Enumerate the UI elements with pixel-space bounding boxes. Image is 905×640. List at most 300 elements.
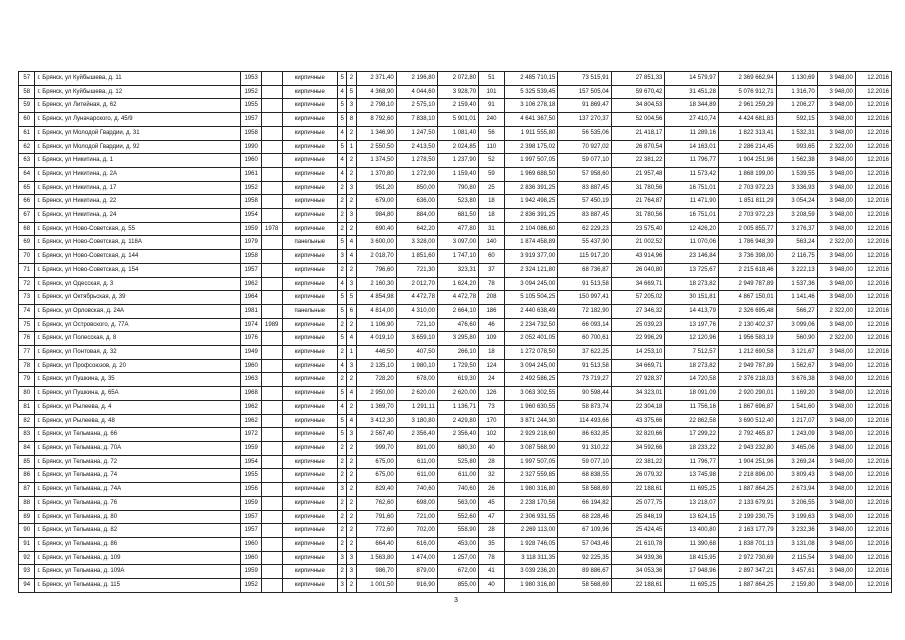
cell-total-cost: 2 492 586,25 — [504, 373, 558, 387]
cell-wall-material: кирпичные — [282, 126, 338, 140]
cell-residents: 126 — [479, 387, 505, 401]
table-row — [19, 277, 892, 291]
cell-wall-material: кирпичные — [282, 154, 338, 168]
cell-residential-area: 619,30 — [437, 373, 478, 387]
cell-floors: 2 — [338, 318, 347, 332]
cell-year-reconstructed — [261, 579, 282, 593]
cell-year-reconstructed — [261, 537, 282, 551]
cell-living-area: 916,90 — [396, 579, 437, 593]
cell-total-area: 664,40 — [356, 537, 396, 551]
cell-year-built: 1960 — [241, 359, 262, 373]
cell-living-area: 611,00 — [396, 455, 437, 469]
cell-residential-area: 4 472,78 — [437, 291, 478, 305]
cell-cost-part-4: 5 076 912,71 — [718, 85, 776, 99]
cell-cost-part-3: 13 197,76 — [665, 318, 719, 332]
cell-planned-date: 12.2016 — [855, 250, 891, 264]
cell-cost-per-sqm: 560,90 — [776, 332, 817, 346]
cell-year-built: 1958 — [241, 126, 262, 140]
cell-planned-date: 12.2016 — [855, 483, 891, 497]
cell-living-area: 407,50 — [396, 346, 437, 360]
cell-residents: 41 — [479, 565, 505, 579]
cell-cost-part-2: 21 764,87 — [611, 195, 665, 209]
cell-cost-part-1: 137 270,37 — [558, 113, 612, 127]
cell-entrances: 2 — [347, 318, 356, 332]
cell-cost-per-sqm: 1 217,07 — [776, 414, 817, 428]
cell-living-area: 721,00 — [396, 510, 437, 524]
cell-cost-per-sqm: 1 130,69 — [776, 72, 817, 86]
cell-cost-part-2: 27 346,32 — [611, 304, 665, 318]
cell-cost-part-4: 1 904 251,96 — [718, 455, 776, 469]
cell-residents: 28 — [479, 524, 505, 538]
cell-total-cost: 4 641 367,50 — [504, 113, 558, 127]
cell-cost-part-1: 91 513,58 — [558, 277, 612, 291]
cell-cost-per-sqm: 2 673,94 — [776, 483, 817, 497]
cell-year-built: 1961 — [241, 167, 262, 181]
cell-max-cost-per-sqm: 3 948,00 — [817, 167, 855, 181]
cell-cost-part-4: 1 868 199,00 — [718, 167, 776, 181]
cell-row-number: 62 — [19, 140, 35, 154]
cell-residents: 45 — [479, 496, 505, 510]
cell-cost-part-1: 150 997,41 — [558, 291, 612, 305]
cell-cost-part-2: 34 053,36 — [611, 565, 665, 579]
cell-planned-date: 12.2016 — [855, 400, 891, 414]
table-row — [19, 85, 892, 99]
cell-cost-per-sqm: 1 541,60 — [776, 400, 817, 414]
cell-max-cost-per-sqm: 3 948,00 — [817, 483, 855, 497]
cell-total-cost: 2 836 391,25 — [504, 181, 558, 195]
cell-cost-part-1: 89 886,67 — [558, 565, 612, 579]
cell-cost-part-3: 16 751,01 — [665, 209, 719, 223]
cell-residential-area: 552,60 — [437, 510, 478, 524]
cell-residents: 47 — [479, 510, 505, 524]
cell-cost-part-4: 2 376 218,03 — [718, 373, 776, 387]
cell-address: г. Брянск, ул Литейная, д. 62 — [35, 99, 241, 113]
cell-residents: 170 — [479, 414, 505, 428]
cell-residents: 28 — [479, 455, 505, 469]
cell-address: г. Брянск, ул Островского, д. 77А — [35, 318, 241, 332]
cell-wall-material: кирпичные — [282, 167, 338, 181]
cell-total-cost: 1 911 555,80 — [504, 126, 558, 140]
cell-address: г. Брянск, ул Тельмана, д. 70А — [35, 441, 241, 455]
cell-residents: 110 — [479, 140, 505, 154]
cell-residential-area: 5 901,01 — [437, 113, 478, 127]
cell-residential-area: 2 159,40 — [437, 99, 478, 113]
cell-row-number: 87 — [19, 483, 35, 497]
cell-floors: 5 — [338, 428, 347, 442]
cell-residential-area: 563,00 — [437, 496, 478, 510]
table-row — [19, 510, 892, 524]
cell-living-area: 3 659,10 — [396, 332, 437, 346]
table-row — [19, 195, 892, 209]
cell-planned-date: 12.2016 — [855, 113, 891, 127]
cell-living-area: 3 328,00 — [396, 236, 437, 250]
table-row — [19, 291, 892, 305]
cell-max-cost-per-sqm: 3 948,00 — [817, 72, 855, 86]
cell-cost-part-2: 22 188,61 — [611, 579, 665, 593]
cell-cost-part-1: 91 310,22 — [558, 441, 612, 455]
cell-cost-part-3: 11 289,16 — [665, 126, 719, 140]
cell-wall-material: кирпичные — [282, 414, 338, 428]
cell-cost-part-4: 2 972 730,69 — [718, 551, 776, 565]
cell-planned-date: 12.2016 — [855, 263, 891, 277]
table-row — [19, 373, 892, 387]
cell-residential-area: 453,00 — [437, 537, 478, 551]
cell-cost-part-1: 115 917,20 — [558, 250, 612, 264]
cell-planned-date: 12.2016 — [855, 359, 891, 373]
cell-floors: 4 — [338, 167, 347, 181]
cell-row-number: 88 — [19, 496, 35, 510]
cell-max-cost-per-sqm: 3 948,00 — [817, 537, 855, 551]
cell-max-cost-per-sqm: 2 322,00 — [817, 236, 855, 250]
cell-row-number: 94 — [19, 579, 35, 593]
cell-cost-part-1: 73 515,91 — [558, 72, 612, 86]
cell-entrances: 2 — [347, 455, 356, 469]
cell-total-area: 1 106,90 — [356, 318, 396, 332]
cell-planned-date: 12.2016 — [855, 99, 891, 113]
cell-entrances: 2 — [347, 263, 356, 277]
cell-residents: 35 — [479, 537, 505, 551]
cell-cost-per-sqm: 3 054,24 — [776, 195, 817, 209]
cell-row-number: 60 — [19, 113, 35, 127]
cell-year-built: 1972 — [241, 428, 262, 442]
cell-floors: 5 — [338, 236, 347, 250]
cell-entrances: 3 — [347, 99, 356, 113]
cell-planned-date: 12.2016 — [855, 414, 891, 428]
cell-total-cost: 3 919 377,00 — [504, 250, 558, 264]
cell-cost-per-sqm: 3 206,55 — [776, 496, 817, 510]
cell-floors: 5 — [338, 113, 347, 127]
cell-cost-part-1: 59 077,10 — [558, 455, 612, 469]
cell-year-reconstructed — [261, 332, 282, 346]
cell-residents: 91 — [479, 99, 505, 113]
cell-max-cost-per-sqm: 3 948,00 — [817, 373, 855, 387]
cell-residential-area: 477,80 — [437, 222, 478, 236]
cell-cost-part-3: 14 163,01 — [665, 140, 719, 154]
cell-residents: 18 — [479, 195, 505, 209]
cell-row-number: 57 — [19, 72, 35, 86]
cell-residents: 102 — [479, 428, 505, 442]
cell-cost-part-4: 2 943 232,80 — [718, 441, 776, 455]
cell-wall-material: кирпичные — [282, 483, 338, 497]
table-row — [19, 579, 892, 593]
cell-cost-part-4: 2 920 290,01 — [718, 387, 776, 401]
cell-year-built: 1958 — [241, 250, 262, 264]
cell-living-area: 2 575,10 — [396, 99, 437, 113]
cell-row-number: 76 — [19, 332, 35, 346]
cell-cost-part-2: 34 669,71 — [611, 277, 665, 291]
cell-max-cost-per-sqm: 3 948,00 — [817, 551, 855, 565]
cell-cost-per-sqm: 1 206,27 — [776, 99, 817, 113]
cell-wall-material: кирпичные — [282, 400, 338, 414]
cell-wall-material: кирпичные — [282, 537, 338, 551]
cell-year-built: 1952 — [241, 85, 262, 99]
cell-entrances: 3 — [347, 428, 356, 442]
cell-total-cost: 2 269 113,00 — [504, 524, 558, 538]
cell-residents: 78 — [479, 277, 505, 291]
cell-cost-part-2: 26 870,54 — [611, 140, 665, 154]
cell-residents: 31 — [479, 222, 505, 236]
cell-cost-part-2: 43 914,96 — [611, 250, 665, 264]
cell-wall-material: панельные — [282, 236, 338, 250]
table-row — [19, 99, 892, 113]
cell-row-number: 66 — [19, 195, 35, 209]
cell-entrances: 2 — [347, 222, 356, 236]
cell-row-number: 81 — [19, 400, 35, 414]
cell-total-area: 1 370,80 — [356, 167, 396, 181]
cell-cost-part-1: 67 109,96 — [558, 524, 612, 538]
cell-entrances: 4 — [347, 414, 356, 428]
cell-year-reconstructed — [261, 195, 282, 209]
cell-entrances: 2 — [347, 126, 356, 140]
cell-living-area: 2 196,80 — [396, 72, 437, 86]
cell-cost-part-4: 2 792 465,87 — [718, 428, 776, 442]
cell-residential-area: 740,60 — [437, 483, 478, 497]
cell-cost-part-2: 57 205,02 — [611, 291, 665, 305]
cell-floors: 2 — [338, 263, 347, 277]
cell-total-cost: 3 094 245,00 — [504, 359, 558, 373]
cell-year-built: 1962 — [241, 400, 262, 414]
cell-cost-part-1: 58 873,74 — [558, 400, 612, 414]
cell-max-cost-per-sqm: 3 948,00 — [817, 291, 855, 305]
cell-floors: 4 — [338, 400, 347, 414]
cell-cost-part-1: 72 182,90 — [558, 304, 612, 318]
cell-row-number: 61 — [19, 126, 35, 140]
cell-address: г. Брянск, ул Тельмана, д. 74А — [35, 483, 241, 497]
cell-floors: 2 — [338, 524, 347, 538]
cell-address: г. Брянск, ул Куйбышева, д. 12 — [35, 85, 241, 99]
cell-floors: 2 — [338, 496, 347, 510]
cell-cost-part-2: 27 928,37 — [611, 373, 665, 387]
table-row — [19, 469, 892, 483]
cell-cost-part-4: 1 212 690,58 — [718, 346, 776, 360]
cell-cost-part-2: 22 304,18 — [611, 400, 665, 414]
cell-cost-part-3: 18 273,82 — [665, 359, 719, 373]
cell-floors: 2 — [338, 209, 347, 223]
cell-entrances: 3 — [347, 565, 356, 579]
table-row — [19, 154, 892, 168]
cell-cost-part-2: 26 079,32 — [611, 469, 665, 483]
cell-row-number: 80 — [19, 387, 35, 401]
cell-cost-part-3: 31 451,28 — [665, 85, 719, 99]
cell-address: г. Брянск, ул Молодой Гвардии, д. 92 — [35, 140, 241, 154]
cell-year-reconstructed — [261, 551, 282, 565]
cell-year-reconstructed — [261, 277, 282, 291]
cell-cost-part-1: 66 194,82 — [558, 496, 612, 510]
cell-year-built: 1960 — [241, 154, 262, 168]
cell-total-cost: 3 094 245,00 — [504, 277, 558, 291]
cell-residential-area: 3 097,00 — [437, 236, 478, 250]
cell-total-area: 1 374,50 — [356, 154, 396, 168]
cell-cost-part-2: 59 670,42 — [611, 85, 665, 99]
cell-year-reconstructed — [261, 387, 282, 401]
cell-floors: 2 — [338, 455, 347, 469]
table-row — [19, 263, 892, 277]
cell-living-area: 2 012,70 — [396, 277, 437, 291]
cell-residential-area: 1 729,50 — [437, 359, 478, 373]
cell-residents: 25 — [479, 181, 505, 195]
cell-residents: 24 — [479, 373, 505, 387]
cell-wall-material: кирпичные — [282, 85, 338, 99]
cell-cost-per-sqm: 1 169,20 — [776, 387, 817, 401]
cell-year-reconstructed — [261, 113, 282, 127]
cell-cost-part-1: 58 568,69 — [558, 483, 612, 497]
cell-cost-part-4: 2 215 618,46 — [718, 263, 776, 277]
cell-year-reconstructed — [261, 400, 282, 414]
cell-address: г. Брянск, ул Понтовая, д. 32 — [35, 346, 241, 360]
cell-address: г. Брянск, ул Тельмана, д. 80 — [35, 510, 241, 524]
cell-year-built: 1979 — [241, 236, 262, 250]
cell-planned-date: 12.2016 — [855, 551, 891, 565]
cell-total-cost: 1 942 498,25 — [504, 195, 558, 209]
cell-cost-part-4: 3 736 398,00 — [718, 250, 776, 264]
cell-total-cost: 2 398 175,02 — [504, 140, 558, 154]
cell-cost-part-1: 92 225,35 — [558, 551, 612, 565]
cell-living-area: 850,00 — [396, 181, 437, 195]
cell-total-area: 2 160,30 — [356, 277, 396, 291]
cell-cost-part-3: 22 862,58 — [665, 414, 719, 428]
cell-address: г. Брянск, ул Одесская, д. 3 — [35, 277, 241, 291]
cell-address: г. Брянск, ул Никитина, д. 17 — [35, 181, 241, 195]
cell-cost-part-4: 2 897 347,21 — [718, 565, 776, 579]
cell-cost-part-3: 30 151,81 — [665, 291, 719, 305]
cell-max-cost-per-sqm: 3 948,00 — [817, 277, 855, 291]
cell-cost-part-1: 57 043,46 — [558, 537, 612, 551]
cell-cost-part-4: 4 424 681,83 — [718, 113, 776, 127]
cell-entrances: 3 — [347, 181, 356, 195]
cell-planned-date: 12.2016 — [855, 579, 891, 593]
cell-cost-part-1: 114 493,66 — [558, 414, 612, 428]
cell-residential-area: 1 136,71 — [437, 400, 478, 414]
cell-residential-area: 1 624,20 — [437, 277, 478, 291]
cell-living-area: 698,00 — [396, 496, 437, 510]
cell-row-number: 84 — [19, 441, 35, 455]
cell-cost-part-2: 34 669,71 — [611, 359, 665, 373]
cell-residential-area: 790,80 — [437, 181, 478, 195]
cell-residential-area: 323,31 — [437, 263, 478, 277]
cell-residential-area: 2 429,80 — [437, 414, 478, 428]
cell-max-cost-per-sqm: 3 948,00 — [817, 154, 855, 168]
cell-cost-part-2: 25 077,75 — [611, 496, 665, 510]
cell-address: г. Брянск, ул Профсоюзов, д. 20 — [35, 359, 241, 373]
cell-year-reconstructed — [261, 304, 282, 318]
cell-max-cost-per-sqm: 3 948,00 — [817, 428, 855, 442]
cell-total-cost: 2 238 170,56 — [504, 496, 558, 510]
cell-cost-part-4: 2 369 662,94 — [718, 72, 776, 86]
table-row — [19, 565, 892, 579]
cell-address: г. Брянск, ул Тельмана, д. 76 — [35, 496, 241, 510]
cell-wall-material: кирпичные — [282, 113, 338, 127]
cell-total-area: 1 369,70 — [356, 400, 396, 414]
cell-cost-part-3: 18 415,95 — [665, 551, 719, 565]
cell-max-cost-per-sqm: 3 948,00 — [817, 250, 855, 264]
cell-living-area: 2 413,50 — [396, 140, 437, 154]
cell-max-cost-per-sqm: 3 948,00 — [817, 455, 855, 469]
cell-total-cost: 1 997 507,05 — [504, 154, 558, 168]
cell-cost-part-3: 13 745,98 — [665, 469, 719, 483]
cell-cost-part-4: 2 133 679,91 — [718, 496, 776, 510]
cell-year-built: 1962 — [241, 414, 262, 428]
cell-year-reconstructed — [261, 250, 282, 264]
cell-cost-part-1: 157 505,04 — [558, 85, 612, 99]
cell-cost-per-sqm: 1 243,09 — [776, 428, 817, 442]
cell-year-reconstructed — [261, 236, 282, 250]
cell-cost-part-2: 43 375,66 — [611, 414, 665, 428]
cell-max-cost-per-sqm: 3 948,00 — [817, 113, 855, 127]
cell-year-built: 1959 — [241, 565, 262, 579]
cell-residential-area: 2 620,00 — [437, 387, 478, 401]
cell-entrances: 5 — [347, 85, 356, 99]
cell-year-reconstructed — [261, 469, 282, 483]
cell-floors: 2 — [338, 510, 347, 524]
cell-cost-part-2: 25 039,23 — [611, 318, 665, 332]
cell-cost-part-2: 23 575,40 — [611, 222, 665, 236]
cell-total-cost: 2 306 931,55 — [504, 510, 558, 524]
cell-max-cost-per-sqm: 2 322,00 — [817, 332, 855, 346]
cell-cost-part-2: 22 381,22 — [611, 455, 665, 469]
cell-floors: 2 — [338, 469, 347, 483]
cell-max-cost-per-sqm: 3 948,00 — [817, 387, 855, 401]
cell-row-number: 89 — [19, 510, 35, 524]
cell-year-built: 1957 — [241, 510, 262, 524]
cell-cost-part-2: 26 040,80 — [611, 263, 665, 277]
cell-cost-part-3: 7 512,57 — [665, 346, 719, 360]
cell-row-number: 91 — [19, 537, 35, 551]
cell-year-built: 1968 — [241, 387, 262, 401]
cell-living-area: 2 620,00 — [396, 387, 437, 401]
cell-cost-part-2: 14 253,10 — [611, 346, 665, 360]
cell-cost-part-4: 1 867 696,87 — [718, 400, 776, 414]
table-row — [19, 318, 892, 332]
cell-year-reconstructed — [261, 291, 282, 305]
cell-year-reconstructed — [261, 126, 282, 140]
cell-address: г. Брянск, ул Никитина, д. 22 — [35, 195, 241, 209]
cell-living-area: 7 838,10 — [396, 113, 437, 127]
cell-total-area: 772,60 — [356, 524, 396, 538]
cell-cost-per-sqm: 563,24 — [776, 236, 817, 250]
cell-address: г. Брянск, ул Тельмана, д. 86 — [35, 537, 241, 551]
cell-cost-part-3: 11 796,77 — [665, 154, 719, 168]
cell-total-area: 984,80 — [356, 209, 396, 223]
cell-cost-part-2: 34 804,53 — [611, 99, 665, 113]
cell-planned-date: 12.2016 — [855, 72, 891, 86]
cell-year-reconstructed — [261, 346, 282, 360]
cell-year-built: 1990 — [241, 140, 262, 154]
cell-residents: 46 — [479, 318, 505, 332]
cell-total-area: 675,00 — [356, 469, 396, 483]
cell-total-cost: 5 325 539,45 — [504, 85, 558, 99]
cell-year-reconstructed — [261, 140, 282, 154]
cell-entrances: 2 — [347, 373, 356, 387]
cell-living-area: 1 474,00 — [396, 551, 437, 565]
cell-year-reconstructed — [261, 524, 282, 538]
cell-residential-area: 3 295,80 — [437, 332, 478, 346]
cell-total-area: 2 798,10 — [356, 99, 396, 113]
table-row — [19, 222, 892, 236]
cell-wall-material: кирпичные — [282, 455, 338, 469]
cell-year-reconstructed — [261, 496, 282, 510]
cell-row-number: 69 — [19, 236, 35, 250]
cell-year-reconstructed — [261, 510, 282, 524]
cell-living-area: 884,00 — [396, 209, 437, 223]
cell-planned-date: 12.2016 — [855, 277, 891, 291]
cell-address: г. Брянск, ул Никитина, д. 1 — [35, 154, 241, 168]
cell-address: г. Брянск, ул Тельмана, д. 66 — [35, 428, 241, 442]
cell-cost-part-1: 73 719,27 — [558, 373, 612, 387]
cell-year-built: 1959 — [241, 222, 262, 236]
cell-address: г. Брянск, ул Рылеева, д. 48 — [35, 414, 241, 428]
cell-cost-per-sqm: 3 676,38 — [776, 373, 817, 387]
cell-address: г. Брянск, ул Тельмана, д. 72 — [35, 455, 241, 469]
